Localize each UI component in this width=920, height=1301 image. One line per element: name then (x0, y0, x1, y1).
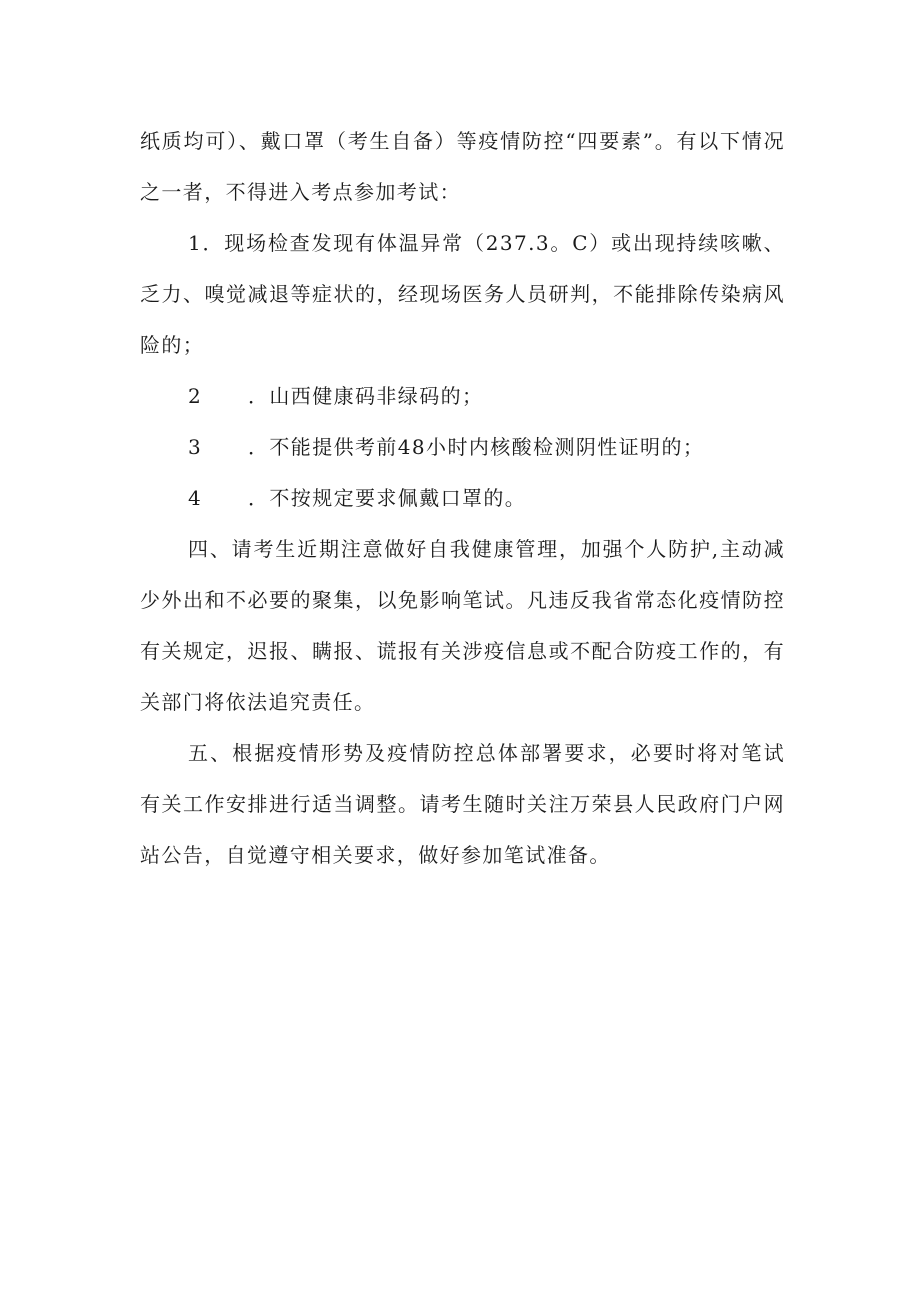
list-item-number: 4 (188, 486, 203, 510)
list-item-text: ．不能提供考前48小时内核酸检测阴性证明的； (248, 435, 705, 459)
list-item-number: 2 (188, 384, 203, 408)
list-item-text: ．不按规定要求佩戴口罩的。 (248, 486, 527, 510)
list-item-2 (140, 371, 785, 422)
document-body (140, 116, 785, 881)
paragraph-continuation: 纸质均可）、戴口罩（考生自备）等疫情防控“四要素”。有以下情况之一者，不得进入考点参加考试： (140, 129, 785, 204)
section-five-paragraph: 五、根据疫情形势及疫情防控总体部署要求，必要时将对笔试有关工作安排进行适当调整。请考生随时关注万荣县人民政府门户网站公告，自觉遵守相关要求，做好参加笔试准备。 (140, 741, 785, 867)
list-item-number: 3 (188, 435, 203, 459)
list-item-3 (140, 422, 785, 473)
list-item-1: 1．现场检查发现有体温异常（237.3。C）或出现持续咳嗽、乏力、嗅觉减退等症状的，经现场医务人员研判，不能排除传染病风险的； (140, 231, 785, 357)
list-item-text: ．山西健康码非绿码的； (248, 384, 484, 408)
section-four-paragraph: 四、请考生近期注意做好自我健康管理，加强个人防护,主动减少外出和不必要的聚集，以免影响笔试。凡违反我省常态化疫情防控有关规定，迟报、瞒报、谎报有关涉疫信息或不配合防疫工作的，有关部门将依法追究责任。 (140, 537, 785, 714)
list-item-4 (140, 473, 785, 524)
